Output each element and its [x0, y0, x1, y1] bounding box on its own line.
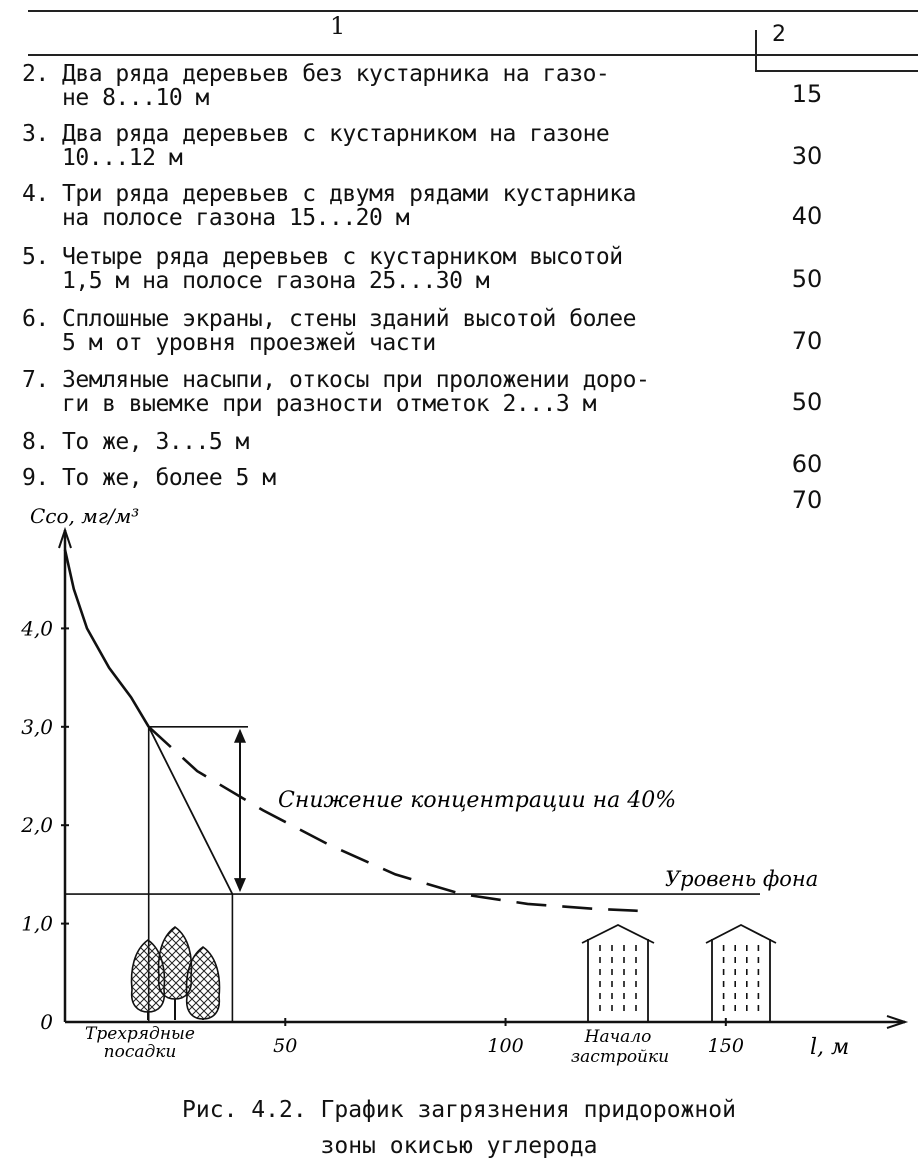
row-description: 7. Земляные насыпи, откосы при проложении доро- ги в выемке при разности отметок 2...3 м [22, 367, 650, 417]
background-level-label: Уровень фона [665, 867, 819, 892]
y-tick-label: 4,0 [21, 616, 53, 641]
table-top-border [28, 10, 918, 12]
x-tick-label: 50 [273, 1035, 298, 1057]
row-description: 9. То же, более 5 м [22, 465, 276, 491]
row-description: 6. Сплошные экраны, стены зданий высотой более 5 м от уровня проезжей части [22, 306, 636, 356]
reduction-arrow-head-down [234, 878, 246, 892]
reduction-annotation: Снижение концентрации на 40% [278, 788, 677, 813]
building-start-label-line1: Начало [584, 1027, 652, 1047]
row-description: 3. Два ряда деревьев с кустарником на газоне 10...12 м [22, 121, 610, 171]
row-value: 50 [791, 388, 823, 416]
row-value: 50 [791, 265, 823, 293]
row-description: 5. Четыре ряда деревьев с кустарником высотой 1,5 м на полосе газона 25...30 м [22, 244, 623, 294]
table-header-divider [28, 54, 918, 56]
row-description: 2. Два ряда деревьев без кустарника на газо- не 8...10 м [22, 61, 610, 111]
concentration-curve-without-plantings [149, 727, 638, 911]
y-tick-label: 1,0 [21, 911, 53, 936]
column2-underline [755, 70, 918, 72]
concentration-curve [65, 550, 149, 727]
building-icon [582, 925, 654, 1022]
concentration-drop-line [149, 727, 233, 894]
x-tick-label: 150 [707, 1035, 744, 1057]
figure-caption-line2: зоны окисью углерода [320, 1133, 598, 1159]
plantings-label-line1: Трехрядные [85, 1024, 195, 1044]
row-value: 60 [791, 450, 823, 478]
y-tick-label: 2,0 [21, 813, 53, 838]
row-value: 70 [791, 327, 823, 355]
building-icon [706, 925, 776, 1022]
column-2-header: 2 [772, 22, 786, 47]
y-axis-label: Cco, мг/м³ [30, 504, 140, 528]
x-axis-label: l, м [810, 1035, 850, 1060]
row-description: 4. Три ряда деревьев с двумя рядами кустарника на полосе газона 15...20 м [22, 181, 636, 231]
building-start-label-line2: застройки [570, 1047, 670, 1067]
x-tick-label: 100 [487, 1035, 524, 1057]
row-value: 15 [791, 80, 823, 108]
reduction-arrow-head-up [234, 729, 246, 743]
y-tick-label: 0 [40, 1010, 53, 1034]
row-value: 40 [791, 202, 823, 230]
row-description: 8. То же, 3...5 м [22, 429, 249, 455]
column-1-header: 1 [330, 12, 346, 40]
row-value: 70 [791, 486, 823, 514]
row-value: 30 [791, 142, 823, 170]
column-divider [755, 30, 757, 72]
pollution-chart [0, 495, 918, 1075]
plantings-label-line2: посадки [103, 1042, 177, 1062]
y-tick-label: 3,0 [21, 714, 53, 739]
figure-caption-line1: Рис. 4.2. График загрязнения придорожной [182, 1097, 736, 1123]
